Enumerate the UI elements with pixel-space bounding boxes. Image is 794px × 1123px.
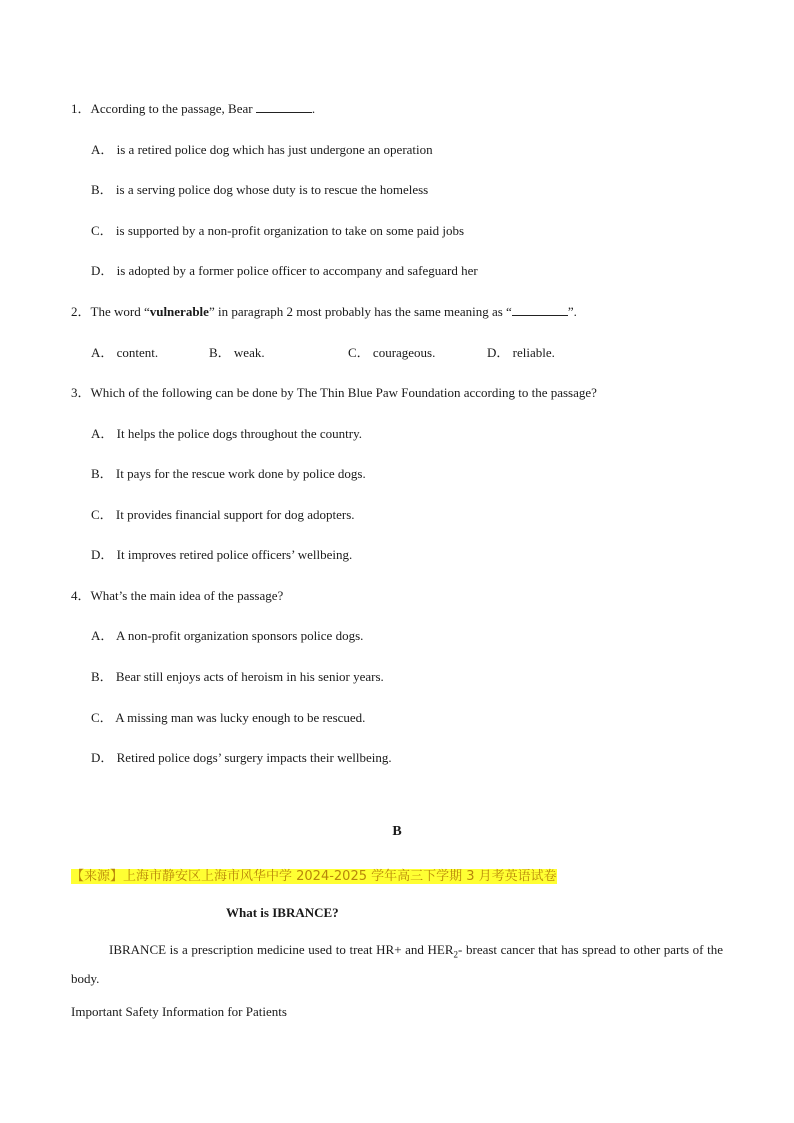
- question-text: What’s the main idea of the passage?: [90, 588, 284, 603]
- question-3-option-d[interactable]: [91, 544, 352, 563]
- question-2-option-a[interactable]: [91, 342, 158, 361]
- option-text: Retired police dogs’ surgery impacts their wellbeing.: [116, 750, 392, 765]
- question-2-option-b[interactable]: [209, 342, 265, 361]
- question-1-option-c[interactable]: [91, 220, 464, 239]
- passage-title: What is IBRANCE?: [226, 905, 339, 920]
- option-letter: D．: [91, 263, 114, 278]
- source-text: 【来源】上海市静安区上海市风华中学 2024-2025 学年高三下学期 3 月考英语试卷: [71, 869, 557, 884]
- option-letter: C．: [91, 223, 113, 238]
- question-2-option-c[interactable]: [348, 342, 435, 361]
- section-heading: B: [392, 824, 402, 839]
- question-2-stem: [71, 301, 577, 320]
- option-text: It provides financial support for dog adopters.: [115, 507, 355, 522]
- key-word: vulnerable: [149, 304, 209, 319]
- option-letter: B．: [91, 669, 113, 684]
- option-letter: B．: [91, 182, 113, 197]
- passage-paragraph: [71, 938, 723, 991]
- option-letter: C．: [91, 710, 113, 725]
- question-1-option-b[interactable]: [91, 179, 428, 198]
- question-4-option-d[interactable]: [91, 747, 392, 766]
- question-1-option-a[interactable]: [91, 139, 433, 158]
- option-text: content.: [116, 345, 159, 360]
- option-letter: B．: [209, 345, 231, 360]
- question-text-end: .: [311, 101, 316, 116]
- option-text: It improves retired police officers’ wellbeing.: [116, 547, 353, 562]
- question-text: The word “: [90, 304, 150, 319]
- option-letter: A．: [91, 345, 114, 360]
- question-text: Which of the following can be done by The Thin Blue Paw Foundation according to the passage?: [90, 385, 597, 400]
- option-text: courageous.: [372, 345, 436, 360]
- option-text: A missing man was lucky enough to be rescued.: [115, 710, 366, 725]
- option-letter: C．: [91, 507, 113, 522]
- question-number: 3．: [71, 385, 91, 400]
- question-1-option-d[interactable]: [91, 260, 478, 279]
- option-text: is supported by a non-profit organization to take on some paid jobs: [115, 223, 465, 238]
- answer-blank: [512, 303, 568, 316]
- option-text: A non-profit organization sponsors police dogs.: [115, 628, 364, 643]
- question-4-stem: [71, 585, 283, 604]
- question-text: According to the passage, Bear: [90, 101, 253, 116]
- question-2-option-d[interactable]: [487, 342, 555, 361]
- question-3-stem: [71, 382, 597, 401]
- passage-subheading: Important Safety Information for Patients: [71, 1004, 287, 1019]
- option-letter: A．: [91, 426, 114, 441]
- question-3-option-a[interactable]: [91, 423, 362, 442]
- question-4-option-a[interactable]: [91, 625, 363, 644]
- paragraph-text: IBRANCE is a prescription medicine used to treat HR+ and HER: [109, 942, 454, 957]
- question-text-end: ”.: [567, 304, 577, 319]
- option-text: weak.: [233, 345, 265, 360]
- option-text: is adopted by a former police officer to accompany and safeguard her: [116, 263, 478, 278]
- option-letter: A．: [91, 142, 114, 157]
- option-text: reliable.: [512, 345, 555, 360]
- question-number: 4．: [71, 588, 91, 603]
- question-text-mid: ” in paragraph 2 most probably has the same meaning as “: [208, 304, 512, 319]
- paragraph-text-end: - breast cancer that has spread to other parts of the body.: [71, 942, 723, 986]
- option-text: Bear still enjoys acts of heroism in his senior years.: [115, 669, 384, 684]
- source-note: [71, 865, 557, 884]
- subscript: 2: [453, 949, 459, 960]
- answer-blank: [256, 100, 312, 113]
- question-4-option-c[interactable]: [91, 707, 365, 726]
- option-letter: B．: [91, 466, 113, 481]
- option-text: is a retired police dog which has just undergone an operation: [116, 142, 433, 157]
- option-text: It pays for the rescue work done by police dogs.: [115, 466, 366, 481]
- option-text: It helps the police dogs throughout the country.: [116, 426, 363, 441]
- question-1-stem: [71, 98, 315, 117]
- option-letter: A．: [91, 628, 114, 643]
- question-3-option-c[interactable]: [91, 504, 355, 523]
- option-letter: C．: [348, 345, 370, 360]
- option-letter: D．: [487, 345, 510, 360]
- question-3-option-b[interactable]: [91, 463, 366, 482]
- option-letter: D．: [91, 750, 114, 765]
- option-text: is a serving police dog whose duty is to rescue the homeless: [115, 182, 429, 197]
- option-letter: D．: [91, 547, 114, 562]
- question-number: 2．: [71, 304, 91, 319]
- question-4-option-b[interactable]: [91, 666, 384, 685]
- question-number: 1．: [71, 101, 91, 116]
